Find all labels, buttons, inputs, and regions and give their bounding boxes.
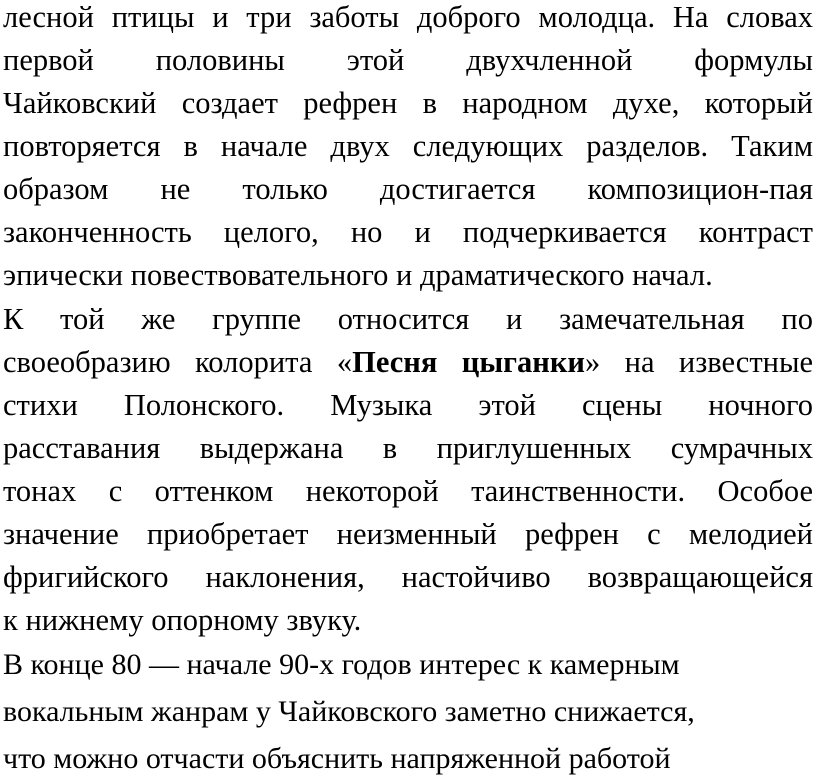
paragraph-1-line-2: первой половины этой двухчленной формулы <box>3 43 813 77</box>
paragraph-2-line-5: тонах с оттенком некоторой таинственности. Особое <box>3 474 813 508</box>
paragraph-2-line-2-after: » на известные <box>584 345 814 379</box>
paragraph-2-line-2-before: своеобразию колорита « <box>3 345 353 379</box>
paragraph-2-line-1: К той же группе относится и замечательная по <box>3 302 813 336</box>
paragraph-3-line-2: вокальным жанрам у Чайковского заметно снижается, <box>3 695 695 728</box>
paragraph-2-line-6: значение приобретает неизменный рефрен с мелодией <box>3 517 813 551</box>
paragraph-3-line-1: В конце 80 — начале 90-х годов интерес к камерным <box>3 648 680 681</box>
paragraph-2-line-8: к нижнему опорному звуку. <box>3 603 362 637</box>
paragraph-2-line-3: стихи Полонского. Музыка этой сцены ночного <box>3 388 813 422</box>
paragraph-1-line-7: эпически повествовательного и драматического начал. <box>3 258 713 292</box>
paragraph-2-line-2 <box>3 342 813 382</box>
paragraph-1-line-6: законченность целого, но и подчеркивается контраст <box>3 215 813 249</box>
paragraph-2-line-7: фригийского наклонения, настойчиво возвращающейся <box>3 560 813 594</box>
paragraph-1-line-3: Чайковский создает рефрен в народном духе, который <box>3 86 813 120</box>
paragraph-1-line-5: образом не только достигается композицион-пая <box>3 172 813 206</box>
paragraph-2-line-4: расставания выдержана в приглушенных сумрачных <box>3 431 813 465</box>
paragraph-1-line-4: повторяется в начале двух следующих разделов. Таким <box>3 129 813 163</box>
paragraph-3-line-3: что можно отчасти объяснить напряженной работой <box>3 742 671 775</box>
paragraph-1-line-1: лесной птицы и три заботы доброго молодца. На словах <box>3 0 813 34</box>
song-title: Песня цыганки <box>352 345 585 379</box>
